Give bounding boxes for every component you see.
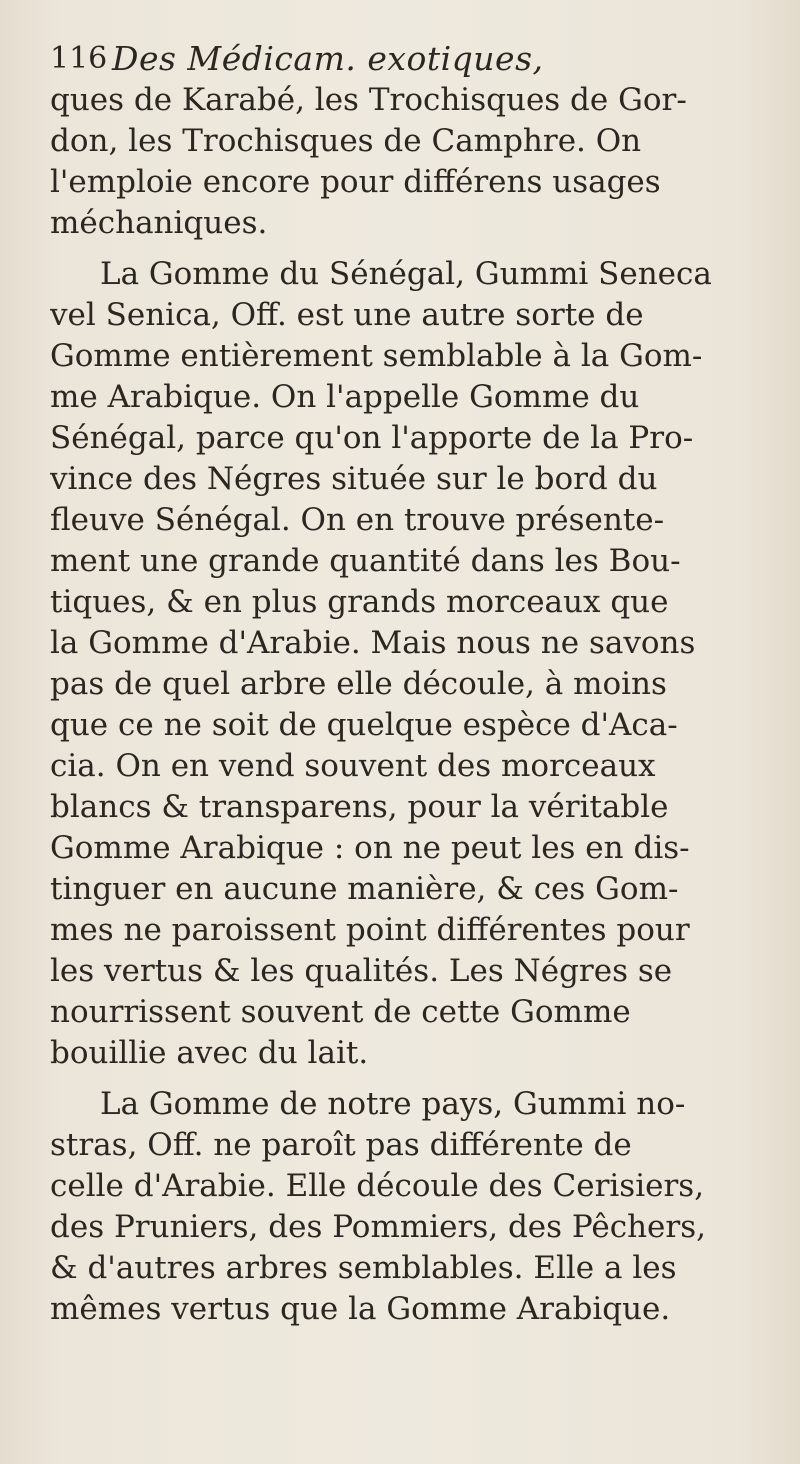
text-line: l'emploie encore pour différens usages <box>50 164 661 200</box>
text-line: Gomme entièrement semblable à la Gom- <box>50 338 703 374</box>
page-text <box>50 38 778 1330</box>
text-line: & d'autres arbres semblables. Elle a les <box>50 1250 677 1286</box>
text-line: mes ne paroissent point différentes pour <box>50 912 690 948</box>
text-line: pas de quel arbre elle découle, à moins <box>50 666 667 702</box>
text-line: vince des Négres située sur le bord du <box>50 461 658 497</box>
running-head: Des Médicam. exotiques, <box>112 39 544 78</box>
text-line: méchaniques. <box>50 205 268 241</box>
text-line: des Pruniers, des Pommiers, des Pêchers, <box>50 1209 706 1245</box>
text-line: La Gomme du Sénégal, Gummi Seneca <box>100 256 712 292</box>
text-line: celle d'Arabie. Elle découle des Cerisiers, <box>50 1168 705 1204</box>
text-line: fleuve Sénégal. On en trouve présente- <box>50 502 665 538</box>
text-line: stras, Off. ne paroît pas différente de <box>50 1127 632 1163</box>
text-line: mêmes vertus que la Gomme Arabique. <box>50 1291 671 1327</box>
text-line: ment une grande quantité dans les Bou- <box>50 543 681 579</box>
paragraph-3 <box>50 1084 778 1330</box>
text-line: tiques, & en plus grands morceaux que <box>50 584 669 620</box>
text-line: tinguer en aucune manière, & ces Gom- <box>50 871 679 907</box>
text-line: nourrissent souvent de cette Gomme <box>50 994 631 1030</box>
page-number: 116 <box>50 41 108 76</box>
text-line: blancs & transparens, pour la véritable <box>50 789 669 825</box>
text-line: la Gomme d'Arabie. Mais nous ne savons <box>50 625 696 661</box>
text-line: Sénégal, parce qu'on l'apporte de la Pro- <box>50 420 694 456</box>
text-line: don, les Trochisques de Camphre. On <box>50 123 642 159</box>
text-line: ques de Karabé, les Trochisques de Gor- <box>50 82 687 118</box>
text-line: que ce ne soit de quelque espèce d'Aca- <box>50 707 678 743</box>
text-line: La Gomme de notre pays, Gummi no- <box>100 1086 686 1122</box>
text-line: Gomme Arabique : on ne peut les en dis- <box>50 830 690 866</box>
paragraph-2 <box>50 254 778 1074</box>
text-line: me Arabique. On l'appelle Gomme du <box>50 379 640 415</box>
text-line: vel Senica, Off. est une autre sorte de <box>50 297 644 333</box>
text-line: cia. On en vend souvent des morceaux <box>50 748 656 784</box>
page-header <box>50 38 778 80</box>
text-line: les vertus & les qualités. Les Négres se <box>50 953 673 989</box>
paragraph-1 <box>50 80 778 244</box>
text-line: bouillie avec du lait. <box>50 1035 369 1071</box>
